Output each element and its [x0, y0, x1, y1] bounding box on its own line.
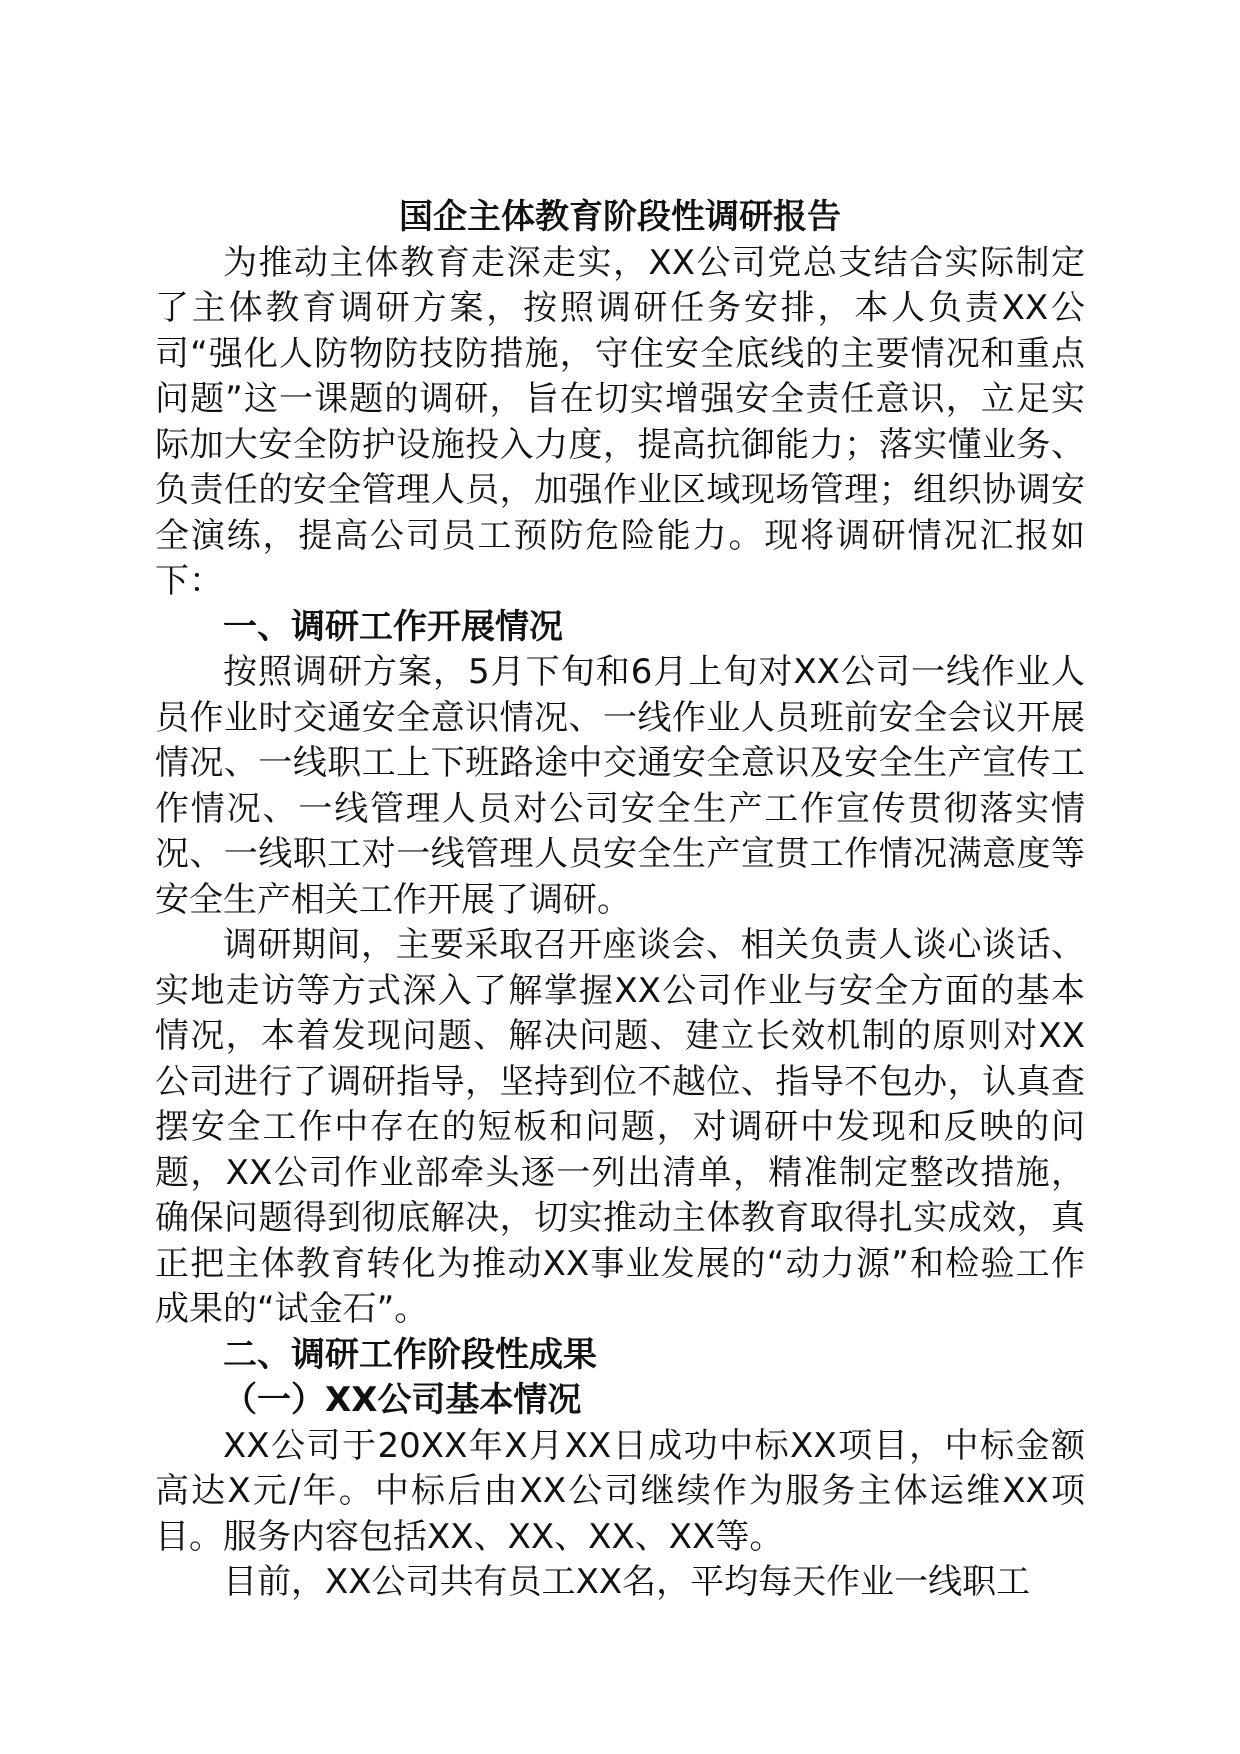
subsection1-paragraph-1: XX公司于20XX年X月XX日成功中标XX项目，中标金额高达X元/年。中标后由XX公司继续作为服务主体运维XX项目。服务内容包括XX、XX、XX、XX等。: [155, 1425, 1085, 1557]
subsection1-paragraph-2: 目前，XX公司共有员工XX名，平均每天作业一线职工: [223, 1562, 1031, 1602]
subsection-heading-1: （一）XX公司基本情况: [223, 1380, 582, 1420]
section-heading-2: 二、调研工作阶段性成果: [223, 1334, 597, 1375]
section1-paragraph-1: 按照调研方案，5月下旬和6月上旬对XX公司一线作业人员作业时交通安全意识情况、一线作业人员班前安全会议开展情况、一线职工上下班路途中交通安全意识及安全生产宣传工作情况、一线管理人员对公司安全生产工作宣传贯彻落实情况、一线职工对一线管理人员安全生产宣贯工作情况满意度等安全生产相关工作开展了调研。: [155, 652, 1085, 920]
intro-paragraph: 为推动主体教育走深走实，XX公司党总支结合实际制定了主体教育调研方案，按照调研任务安排，本人负责XX公司“强化人防物防技防措施，守住安全底线的主要情况和重点问题”这一课题的调研，旨在切实增强安全责任意识，立足实际加大安全防护设施投入力度，提高抗御能力；落实懂业务、负责任的安全管理人员，加强作业区域现场管理；组织协调安全演练，提高公司员工预防危险能力。现将调研情况汇报如下：: [155, 242, 1085, 601]
section1-paragraph-2: 调研期间，主要采取召开座谈会、相关负责人谈心谈话、实地走访等方式深入了解掌握XX公司作业与安全方面的基本情况，本着发现问题、解决问题、建立长效机制的原则对XX公司进行了调研指导，坚持到位不越位、指导不包办，认真查摆安全工作中存在的短板和问题，对调研中发现和反映的问题，XX公司作业部牵头逐一列出清单，精准制定整改措施，确保问题得到彻底解决，切实推动主体教育取得扎实成效，真正把主体教育转化为推动XX事业发展的“动力源”和检验工作成果的“试金石”。: [155, 925, 1085, 1329]
document-title: 国企主体教育阶段性调研报告: [399, 197, 841, 237]
document-page: [155, 195, 1085, 1606]
section-heading-1: 一、调研工作开展情况: [223, 606, 563, 647]
